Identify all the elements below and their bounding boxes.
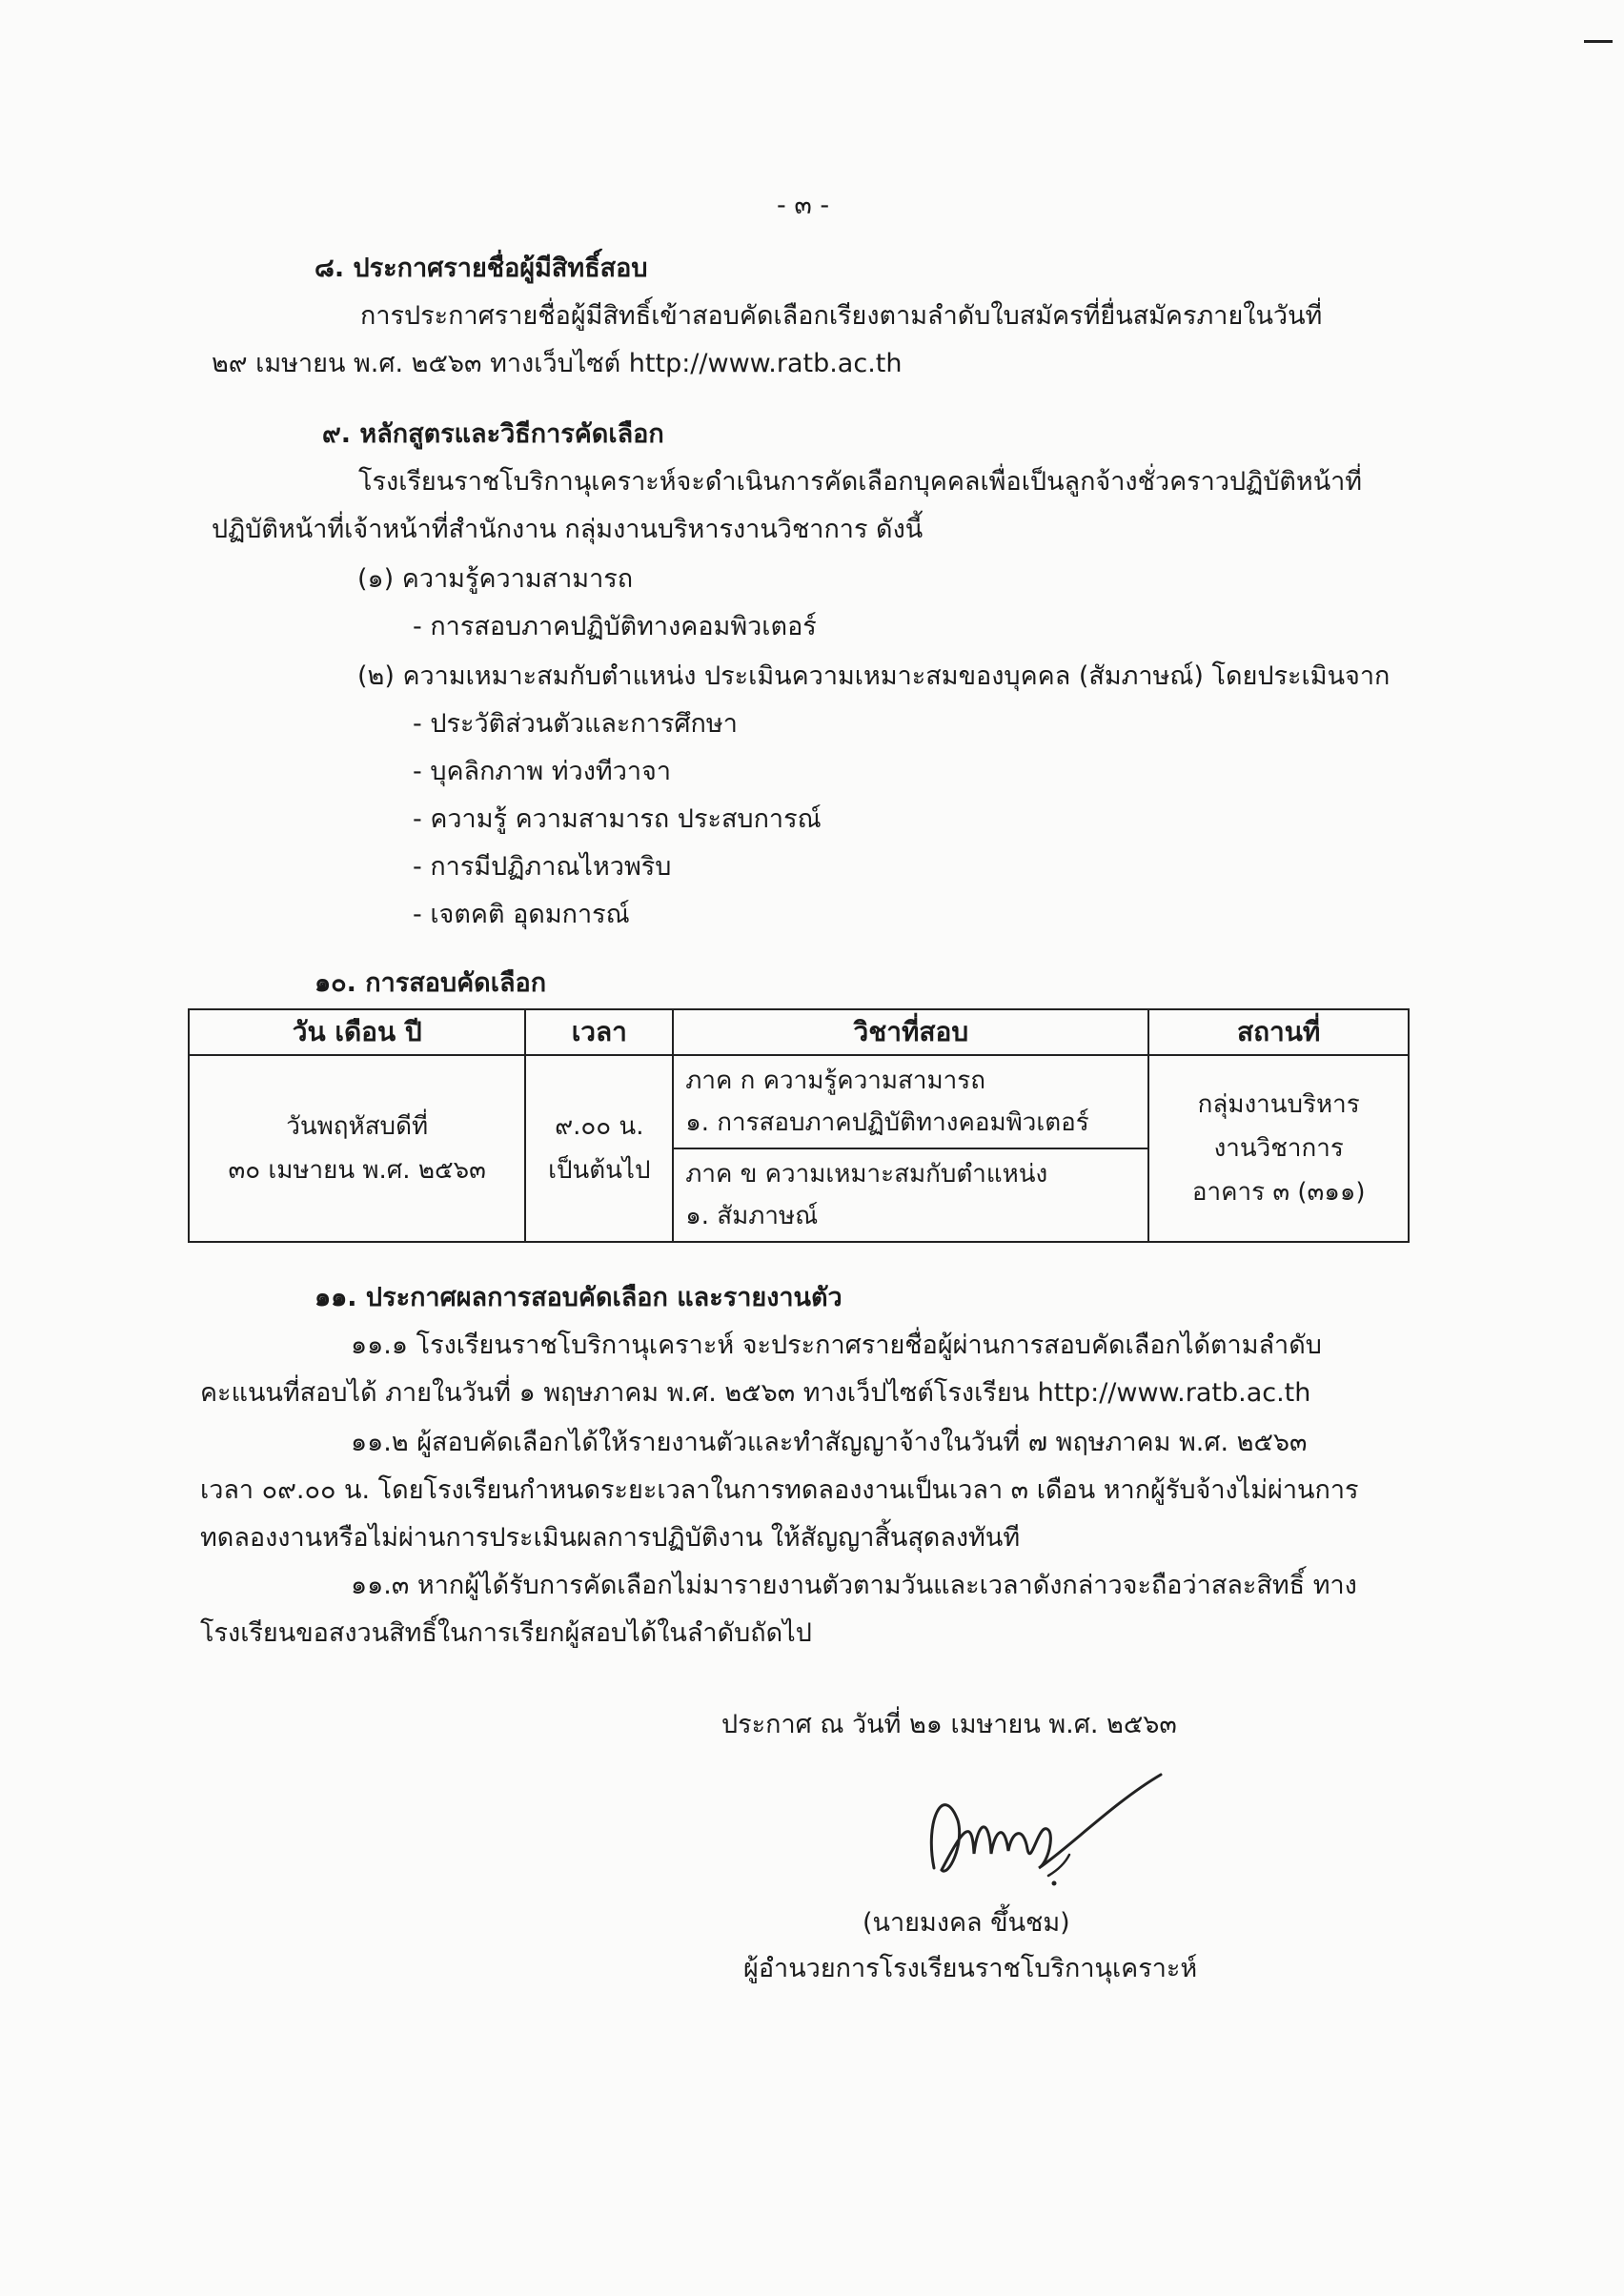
announce-date: ประกาศ ณ วันที่ ๒๑ เมษายน พ.ศ. ๒๕๖๓	[721, 1710, 1177, 1739]
section9-item1-sub: - การสอบภาคปฏิบัติทางคอมพิวเตอร์	[413, 612, 817, 641]
table-header-row	[189, 1009, 1409, 1055]
page-number: - ๓ -	[777, 191, 830, 220]
section11-p2-line3: ทดลองงานหรือไม่ผ่านการประเมินผลการปฏิบัติงาน ให้สัญญาสิ้นสุดลงทันที	[200, 1523, 1021, 1553]
signer-name: (นายมงคล ขึ้นชม)	[863, 1908, 1070, 1938]
subject-b-line1: ภาค ข ความเหมาะสมกับตำแหน่ง	[685, 1160, 1048, 1189]
signature-image	[905, 1763, 1191, 1906]
subject-b-line2: ๑. สัมภาษณ์	[685, 1202, 819, 1230]
section10-heading: ๑๐. การสอบคัดเลือก	[315, 968, 547, 998]
signer-title: ผู้อำนวยการโรงเรียนราชโบริกานุเคราะห์	[743, 1954, 1198, 1983]
section9-item2-sub: - เจตคติ อุดมการณ์	[413, 900, 630, 929]
date-line2: ๓๐ เมษายน พ.ศ. ๒๕๖๓	[228, 1156, 486, 1185]
section9-heading: ๙. หลักสูตรและวิธีการคัดเลือก	[322, 419, 664, 449]
subject-a-line1: ภาค ก ความรู้ความสามารถ	[685, 1067, 985, 1095]
section8-line2: ๒๙ เมษายน พ.ศ. ๒๕๖๓ ทางเว็บไซต์ http://www.ratb.ac.th	[212, 349, 903, 378]
exam-schedule-table	[188, 1008, 1410, 1243]
section11-p3-line2: โรงเรียนขอสงวนสิทธิ์ในการเรียกผู้สอบได้ในลำดับถัดไป	[200, 1618, 812, 1648]
section11-heading: ๑๑. ประกาศผลการสอบคัดเลือก และรายงานตัว	[315, 1283, 842, 1312]
section9-item2-sub: - ประวัติส่วนตัวและการศึกษา	[413, 709, 738, 739]
header-date: วัน เดือน ปี	[189, 1009, 525, 1055]
time-line2: เป็นต้นไป	[548, 1156, 651, 1185]
section9-line2: ปฏิบัติหน้าที่เจ้าหน้าที่สำนักงาน กลุ่มงานบริหารงานวิชาการ ดังนี้	[212, 515, 924, 544]
section11-p2-line2: เวลา ๐๙.๐๐ น. โดยโรงเรียนกำหนดระยะเวลาในการทดลองงานเป็นเวลา ๓ เดือน หากผู้รับจ้างไม่ผ่านการ	[200, 1475, 1359, 1505]
place-line2: งานวิชาการ	[1213, 1134, 1344, 1163]
cell-date	[189, 1055, 525, 1242]
cell-subjects	[673, 1055, 1148, 1242]
header-time: เวลา	[525, 1009, 673, 1055]
section9-item2-sub: - ความรู้ ความสามารถ ประสบการณ์	[413, 804, 822, 834]
section8-line1: การประกาศรายชื่อผู้มีสิทธิ์เข้าสอบคัดเลือกเรียงตามลำดับใบสมัครที่ยื่นสมัครภายในวันที่	[360, 301, 1323, 331]
section9-item2-sub: - การมีปฏิภาณไหวพริบ	[413, 852, 672, 882]
section11-p3-line1: ๑๑.๓ หากผู้ได้รับการคัดเลือกไม่มารายงานตัวตามวันและเวลาดังกล่าวจะถือว่าสละสิทธิ์ ทาง	[351, 1571, 1357, 1600]
section11-p2-line1: ๑๑.๒ ผู้สอบคัดเลือกได้ให้รายงานตัวและทำสัญญาจ้างในวันที่ ๗ พฤษภาคม พ.ศ. ๒๕๖๓	[351, 1428, 1308, 1457]
section9-line1: โรงเรียนราชโบริกานุเคราะห์จะดำเนินการคัดเลือกบุคคลเพื่อเป็นลูกจ้างชั่วคราวปฏิบัติหน้าที่	[358, 467, 1363, 497]
section9-item2: (๒) ความเหมาะสมกับตำแหน่ง ประเมินความเหมาะสมของบุคคล (สัมภาษณ์) โดยประเมินจาก	[357, 661, 1391, 691]
corner-scan-mark	[1584, 40, 1613, 43]
header-subject: วิชาที่สอบ	[673, 1009, 1148, 1055]
section9-item2-sub: - บุคลิกภาพ ท่วงทีวาจา	[413, 757, 672, 786]
subject-part-a	[674, 1056, 1147, 1149]
header-place: สถานที่	[1148, 1009, 1409, 1055]
section9-item1: (๑) ความรู้ความสามารถ	[357, 564, 634, 594]
section11-p1-line2: คะแนนที่สอบได้ ภายในวันที่ ๑ พฤษภาคม พ.ศ. ๒๕๖๓ ทางเว็ปไซต์โรงเรียน http://www.ratb.ac.th	[200, 1378, 1311, 1408]
place-line1: กลุ่มงานบริหาร	[1197, 1090, 1360, 1119]
cell-time	[525, 1055, 673, 1242]
place-line3: อาคาร ๓ (๓๑๑)	[1191, 1178, 1366, 1207]
time-line1: ๙.๐๐ น.	[555, 1112, 644, 1141]
section11-p1-line1: ๑๑.๑ โรงเรียนราชโบริกานุเคราะห์ จะประกาศรายชื่อผู้ผ่านการสอบคัดเลือกได้ตามลำดับ	[351, 1331, 1322, 1360]
subject-part-b	[674, 1149, 1147, 1241]
date-line1: วันพฤหัสบดีที่	[286, 1112, 429, 1141]
cell-place	[1148, 1055, 1409, 1242]
table-row	[189, 1055, 1409, 1242]
subject-a-line2: ๑. การสอบภาคปฏิบัติทางคอมพิวเตอร์	[685, 1108, 1089, 1137]
section8-heading: ๘. ประกาศรายชื่อผู้มีสิทธิ์สอบ	[315, 254, 648, 283]
